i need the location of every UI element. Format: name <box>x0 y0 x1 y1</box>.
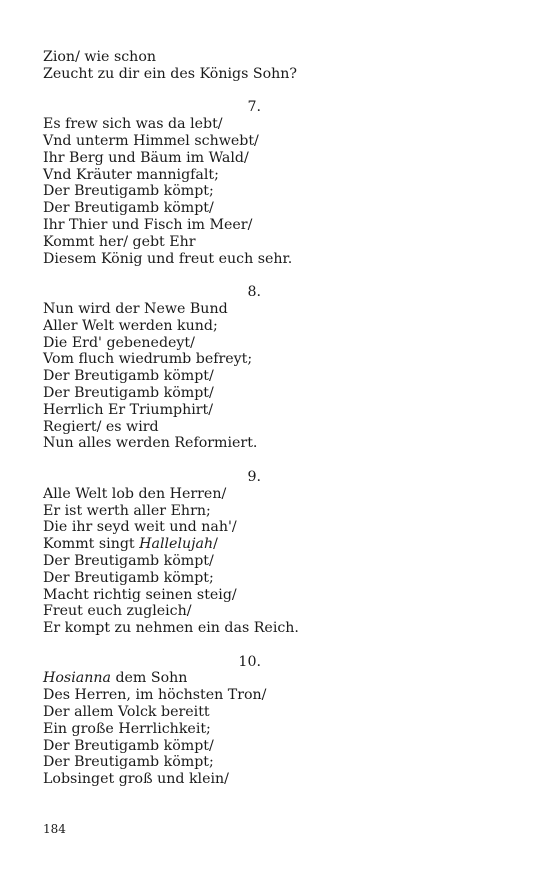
verse-italic-text: Hosianna <box>43 670 111 687</box>
verse-line: Der Breutigamb kömpt/ <box>43 552 214 569</box>
verse-line: Aller Welt werden kund; <box>43 317 218 334</box>
verse-line: Herrlich Er Triumphirt/ <box>43 401 214 418</box>
verse-text: Kommt singt <box>43 536 140 553</box>
verse-line: Der allem Volck bereitt <box>43 704 210 721</box>
verse-line <box>43 670 513 687</box>
verse-line: Der Breutigamb kömpt; <box>43 569 214 586</box>
verse-line: Der Breutigamb kömpt/ <box>43 368 214 385</box>
stanza-number: 8. <box>247 284 261 301</box>
verse-line: Der Breutigamb kömpt; <box>43 183 214 200</box>
stanza-number: 10. <box>238 653 261 670</box>
verse-line: Die Erd' gebenedeyt/ <box>43 334 195 351</box>
verse-line: Diesem König und freut euch sehr. <box>43 250 293 267</box>
verse-text: dem Sohn <box>110 670 188 687</box>
page-number: 184 <box>43 822 66 836</box>
verse-line: Vnd unterm Himmel schwebt/ <box>43 132 259 149</box>
verse-line: Der Breutigamb kömpt; <box>43 754 214 771</box>
verse-line: Kommt her/ gebt Ehr <box>43 233 196 250</box>
verse-line: Ihr Berg und Bäum im Wald/ <box>43 149 249 166</box>
verse-line: Der Breutigamb kömpt/ <box>43 737 214 754</box>
verse-line: Er kompt zu nehmen ein das Reich. <box>43 620 299 637</box>
verse-line: Ein große Herrlichkeit; <box>43 720 211 737</box>
verse-text: / <box>213 536 218 553</box>
verse-line: Vnd Kräuter mannigfalt; <box>43 166 219 183</box>
verse-line: Der Breutigamb kömpt/ <box>43 384 214 401</box>
verse-italic-text: Hallelujah <box>139 536 214 553</box>
verse-line: Zion/ wie schon <box>43 49 156 65</box>
poem-text <box>43 49 513 788</box>
stanza-number: 9. <box>247 468 261 485</box>
verse-line: Er ist werth aller Ehrn; <box>43 502 211 519</box>
verse-line: Freut euch zugleich/ <box>43 603 192 620</box>
verse-line: Regiert/ es wird <box>43 418 159 435</box>
stanza-number: 7. <box>247 99 261 116</box>
verse-line: Der Breutigamb kömpt/ <box>43 200 214 217</box>
verse-line: Macht richtig seinen steig/ <box>43 586 237 603</box>
verse-line: Es frew sich was da lebt/ <box>43 116 223 133</box>
verse-line <box>43 536 513 553</box>
verse-line: Zeucht zu dir ein des Königs Sohn? <box>43 65 298 82</box>
verse-line: Lobsinget groß und klein/ <box>43 771 229 788</box>
verse-line: Nun alles werden Reformiert. <box>43 435 258 452</box>
verse-line: Ihr Thier und Fisch im Meer/ <box>43 216 253 233</box>
verse-line: Die ihr seyd weit und nah'/ <box>43 519 237 536</box>
verse-line: Nun wird der Newe Bund <box>43 300 228 317</box>
verse-line: Des Herren, im höchsten Tron/ <box>43 687 267 704</box>
verse-line: Vom fluch wiedrumb befreyt; <box>43 351 253 368</box>
verse-line: Alle Welt lob den Herren/ <box>43 485 227 502</box>
